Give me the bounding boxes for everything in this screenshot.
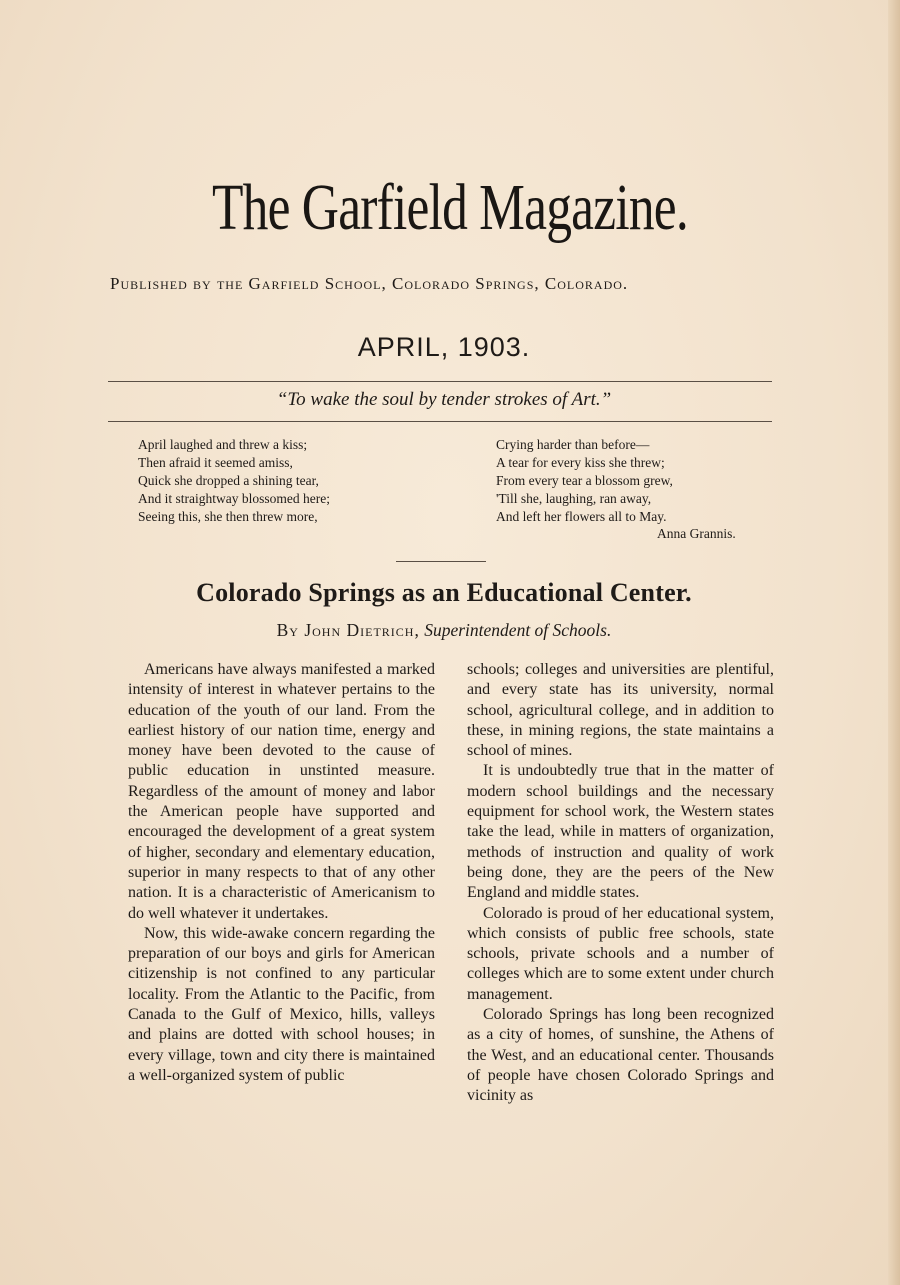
section-divider <box>396 561 486 562</box>
page-edge <box>888 0 900 1285</box>
poem-line: Quick she dropped a shining tear, <box>138 473 319 488</box>
article-paragraph: Now, this wide-awake concern regarding the preparation of our boys and girls for American citizenship is not confined to any particular locality. From the Atlantic to the Pacific, from Canada to the Gulf of Mexico, hills, valleys and plains are dotted with school houses; in every village, town and city there is maintained a well-organized system of public <box>128 924 435 1084</box>
poem-right-column <box>496 436 673 526</box>
poem-line: From every tear a blossom grew, <box>496 473 673 488</box>
poem-line: 'Till she, laughing, ran away, <box>496 491 652 506</box>
poem-line: And left her flowers all to May. <box>496 509 667 524</box>
publisher-line: Published by the Garfield School, Colorado Springs, Colorado. <box>110 274 629 293</box>
poem-line: Crying harder than before— <box>496 437 650 452</box>
byline-role: Superintendent of Schools. <box>424 620 612 640</box>
article-left-column <box>128 660 435 1086</box>
article-paragraph: Americans have always manifested a marked intensity of interest in whatever pertains to the education of the youth of our land. From the earliest history of our nation time, energy and money have been devoted to the cause of public education in unstinted measure. Regardless of the amount of money and labor the American people have supported and encouraged the development of a great system of higher, secondary and elementary education, superior in many respects to that of any other nation. It is a characteristic of Americanism to do well whatever it undertakes. <box>128 661 435 922</box>
poem-line: And it straightway blossomed here; <box>138 491 330 506</box>
motto: “To wake the soul by tender strokes of Art.” <box>276 389 612 410</box>
issue-date: APRIL, 1903. <box>357 332 531 362</box>
bottom-rule <box>108 421 772 422</box>
article-paragraph: Colorado Springs has long been recognized as a city of homes, of sunshine, the Athens of the West, and an educational center. Thousands of people have chosen Colorado Springs and vicinity as <box>467 1006 774 1105</box>
article-byline <box>0 620 888 641</box>
article-paragraph: Colorado is proud of her educational system, which consists of public free schools, state schools, private schools and a number of colleges which are to some extent under church management. <box>467 904 774 1003</box>
poem-author: Anna Grannis. <box>657 526 736 541</box>
article-paragraph: It is undoubtedly true that in the matter of modern school buildings and the necessary equipment for school work, the Western states take the lead, while in matters of organization, methods of instruction and quality of work being done, they are the peers of the New England and middle states. <box>467 762 774 902</box>
article-right-column <box>467 660 774 1107</box>
top-rule <box>108 381 772 382</box>
article-paragraph: schools; colleges and universities are plentiful, and every state has its university, normal school, agricultural college, and in addition to these, in mining regions, the state maintains a school of mines. <box>467 661 774 760</box>
magazine-title: The Garfield Magazine. <box>212 171 688 244</box>
poem-line: Then afraid it seemed amiss, <box>138 455 293 470</box>
poem-line: April laughed and threw a kiss; <box>138 437 308 452</box>
article-title: Colorado Springs as an Educational Center. <box>196 578 692 607</box>
poem-line: A tear for every kiss she threw; <box>496 455 665 470</box>
poem-line: Seeing this, she then threw more, <box>138 509 318 524</box>
poem-left-column <box>138 436 330 526</box>
byline-author: By John Dietrich, <box>276 620 420 640</box>
